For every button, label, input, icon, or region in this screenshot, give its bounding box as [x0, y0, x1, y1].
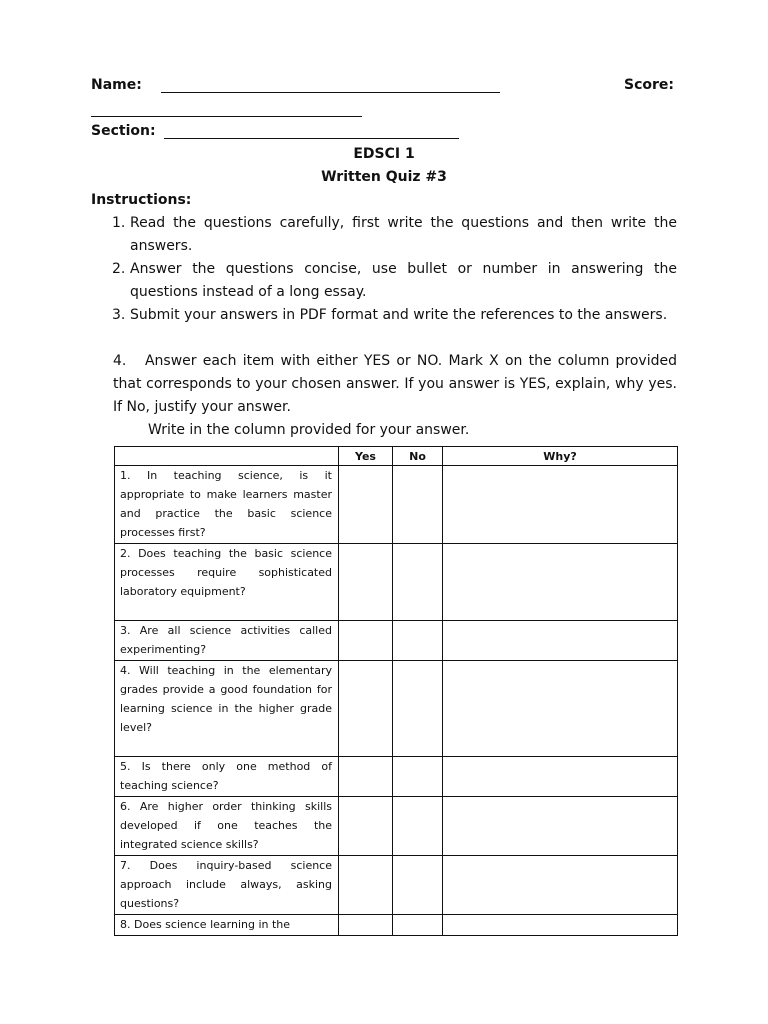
header-no: No: [393, 447, 443, 466]
why-cell[interactable]: [443, 621, 678, 661]
table-row: [115, 466, 678, 544]
instruction-note: Write in the column provided for your answer.: [148, 422, 470, 438]
no-cell[interactable]: [393, 856, 443, 915]
yes-cell[interactable]: [339, 661, 393, 757]
section-label: Section:: [91, 123, 156, 139]
table-row: [115, 544, 678, 621]
no-cell[interactable]: [393, 915, 443, 936]
question-3: 3. Are all science activities called experimenting?: [120, 624, 332, 656]
why-cell[interactable]: [443, 757, 678, 797]
course-title: EDSCI 1: [353, 146, 415, 162]
no-cell[interactable]: [393, 544, 443, 621]
header-question: [115, 447, 339, 466]
why-cell[interactable]: [443, 797, 678, 856]
yes-cell[interactable]: [339, 797, 393, 856]
question-4: 4. Will teaching in the elementary grades provide a good foundation for learning science in the higher grade level?: [120, 664, 332, 734]
yes-cell[interactable]: [339, 856, 393, 915]
table-row: [115, 661, 678, 757]
question-2: 2. Does teaching the basic science processes require sophisticated laboratory equipment?: [120, 547, 332, 598]
no-cell[interactable]: [393, 757, 443, 797]
no-cell[interactable]: [393, 797, 443, 856]
yes-cell[interactable]: [339, 757, 393, 797]
yes-cell[interactable]: [339, 915, 393, 936]
instruction-item-2: 2. Answer the questions concise, use bullet or number in answering the questions instead of a long essay.: [112, 261, 677, 300]
table-row: [115, 797, 678, 856]
question-8: 8. Does science learning in the: [120, 918, 291, 931]
question-5: 5. Is there only one method of teaching science?: [120, 760, 332, 792]
why-cell[interactable]: [443, 544, 678, 621]
question-7: 7. Does inquiry-based science approach include always, asking questions?: [120, 859, 332, 910]
instruction-item-1: 1. Read the questions carefully, first write the questions and then write the answers.: [112, 215, 677, 254]
section-blank[interactable]: [164, 138, 459, 139]
yes-cell[interactable]: [339, 544, 393, 621]
no-cell[interactable]: [393, 621, 443, 661]
yes-cell[interactable]: [339, 466, 393, 544]
instructions-title: Instructions:: [91, 192, 192, 208]
table-header-row: [115, 447, 678, 466]
no-cell[interactable]: [393, 661, 443, 757]
why-cell[interactable]: [443, 466, 678, 544]
why-cell[interactable]: [443, 856, 678, 915]
header-why: Why?: [443, 447, 678, 466]
header-yes: Yes: [339, 447, 393, 466]
why-cell[interactable]: [443, 661, 678, 757]
name-blank[interactable]: [161, 92, 500, 93]
score-label: Score:: [624, 77, 674, 93]
no-cell[interactable]: [393, 466, 443, 544]
instruction-item-3: 3. Submit your answers in PDF format and write the references to the answers.: [112, 307, 668, 323]
answer-table: [114, 446, 678, 936]
name-label: Name:: [91, 77, 142, 93]
question-6: 6. Are higher order thinking skills developed if one teaches the integrated science skills?: [120, 800, 332, 851]
quiz-title: Written Quiz #3: [321, 169, 447, 185]
score-blank[interactable]: [91, 116, 362, 117]
question-1: 1. In teaching science, is it appropriate to make learners master and practice the basic science processes first?: [120, 469, 332, 539]
instruction-item-4: 4. Answer each item with either YES or NO. Mark X on the column provided that corresponds to your chosen answer. If you answer is YES, explain, why yes. If No, justify your answer.: [113, 353, 682, 415]
table-row: [115, 856, 678, 915]
table-row: [115, 915, 678, 936]
table-row: [115, 621, 678, 661]
yes-cell[interactable]: [339, 621, 393, 661]
table-row: [115, 757, 678, 797]
why-cell[interactable]: [443, 915, 678, 936]
